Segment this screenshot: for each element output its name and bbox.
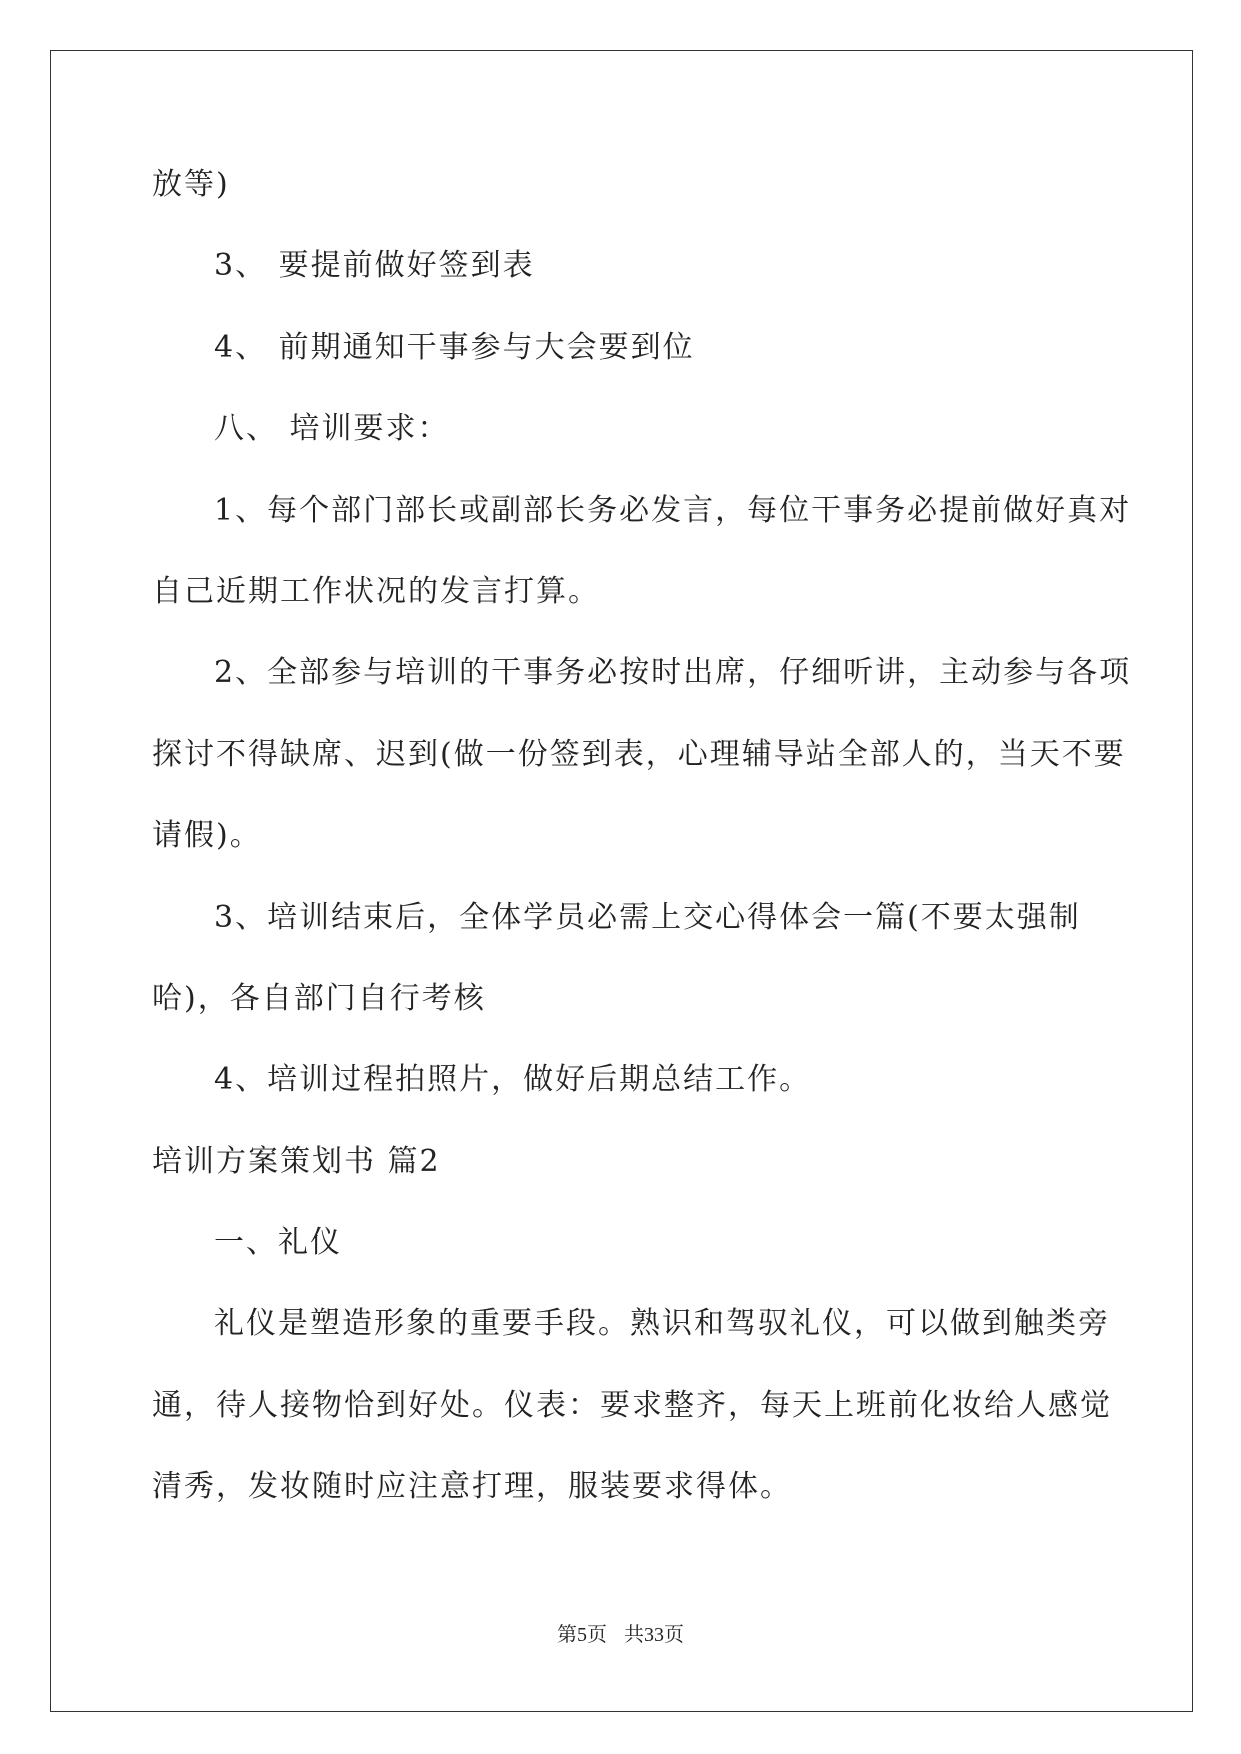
paragraph-line: 2、全部参与培训的干事务必按时出席，仔细听讲，主动参与各项 (214, 655, 1132, 691)
paragraph-line: 1、每个部门部长或副部长务必发言，每位干事务必提前做好真对 (214, 492, 1132, 528)
list-item: 3、 要提前做好签到表 (214, 248, 535, 284)
paragraph-line: 请假)。 (152, 818, 262, 854)
section-heading: 一、礼仪 (214, 1225, 342, 1261)
paragraph-line: 通，待人接物恰到好处。仪表：要求整齐，每天上班前化妆给人感觉 (152, 1387, 1112, 1423)
page-total: 共33页 (624, 1624, 684, 1646)
paragraph-line: 4、培训过程拍照片，做好后期总结工作。 (214, 1062, 812, 1098)
paragraph-line: 探讨不得缺席、迟到(做一份签到表，心理辅导站全部人的，当天不要 (152, 736, 1126, 772)
article-title: 培训方案策划书 篇2 (152, 1143, 441, 1179)
paragraph-line: 哈)，各自部门自行考核 (152, 980, 486, 1016)
paragraph-line: 自己近期工作状况的发言打算。 (152, 573, 600, 609)
section-heading: 八、 培训要求： (214, 411, 450, 447)
page-number: 第5页 (557, 1624, 607, 1646)
paragraph-line: 清秀，发妆随时应注意打理，服装要求得体。 (152, 1469, 792, 1505)
page-footer (0, 1618, 1241, 1647)
paragraph-line: 礼仪是塑造形象的重要手段。熟识和驾驭礼仪，可以做到触类旁 (214, 1306, 1110, 1342)
document-body (152, 167, 1132, 1554)
list-item: 4、 前期通知干事参与大会要到位 (214, 329, 695, 365)
text-line: 放等) (152, 167, 230, 202)
paragraph-line: 3、培训结束后，全体学员必需上交心得体会一篇(不要太强制 (214, 899, 1081, 935)
